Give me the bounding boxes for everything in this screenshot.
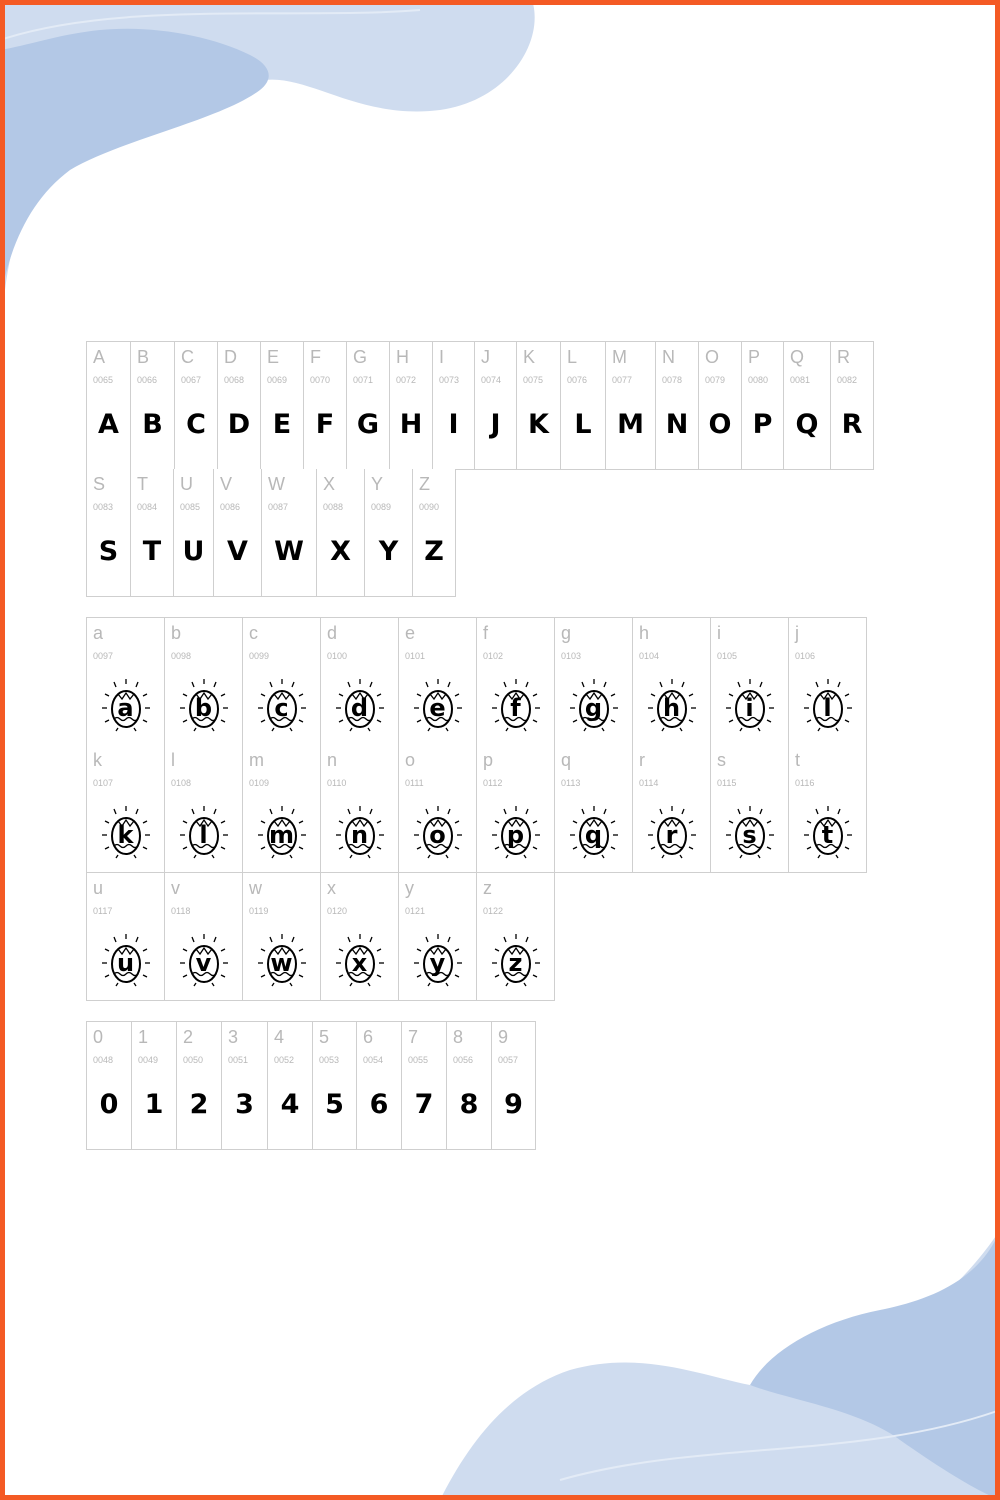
- glyph-label: N: [662, 347, 675, 367]
- glyph-label: t: [795, 750, 801, 770]
- glyph-label: X: [323, 474, 336, 494]
- glyph-label: 7: [408, 1027, 419, 1047]
- glyph-cell-q: [555, 745, 633, 873]
- glyph-code: 0057: [498, 1055, 519, 1065]
- glyph-preview: q: [584, 821, 603, 849]
- glyph-code: 0071: [353, 375, 374, 385]
- egg-glyph: [569, 805, 619, 861]
- glyph-code: 0107: [93, 778, 114, 788]
- glyph-cell-O: [699, 341, 742, 470]
- glyph-preview: u: [116, 949, 135, 977]
- glyph-code: 0121: [405, 906, 426, 916]
- glyph-code: 0051: [228, 1055, 249, 1065]
- glyph-preview: T: [142, 536, 162, 567]
- lowercase-row-3: [86, 873, 555, 1001]
- glyph-preview: R: [841, 409, 863, 440]
- egg-glyph: [725, 805, 775, 861]
- glyph-label: Q: [790, 347, 805, 367]
- egg-glyph: [647, 805, 697, 861]
- glyph-preview: X: [330, 536, 351, 567]
- glyph-label: W: [268, 474, 285, 494]
- glyph-label: a: [93, 623, 104, 643]
- glyph-preview: k: [117, 821, 134, 849]
- glyph-preview: x: [351, 949, 368, 977]
- glyph-cell-W: [262, 469, 317, 597]
- glyph-cell-5: [313, 1021, 357, 1150]
- glyph-label: Y: [371, 474, 384, 494]
- glyph-code: 0084: [137, 502, 158, 512]
- glyph-cell-w: [243, 873, 321, 1001]
- glyph-preview: v: [195, 949, 212, 977]
- glyph-preview: 8: [459, 1089, 479, 1120]
- glyph-label: 6: [363, 1027, 374, 1047]
- glyph-cell-X: [317, 469, 365, 597]
- egg-glyph: [569, 678, 619, 734]
- glyph-code: 0102: [483, 651, 504, 661]
- glyph-code: 0098: [171, 651, 192, 661]
- glyph-label: S: [93, 474, 106, 494]
- glyph-label: F: [310, 347, 321, 367]
- glyph-preview: Y: [378, 536, 399, 567]
- glyph-preview: E: [272, 409, 292, 440]
- glyph-preview: t: [821, 821, 834, 849]
- glyph-cell-D: [218, 341, 261, 470]
- glyph-code: 0077: [612, 375, 633, 385]
- glyph-cell-s: [711, 745, 789, 873]
- egg-glyph: [491, 933, 541, 989]
- glyph-code: 0069: [267, 375, 288, 385]
- glyph-preview: g: [584, 694, 603, 722]
- egg-glyph: [491, 805, 541, 861]
- glyph-cell-r: [633, 745, 711, 873]
- glyph-code: 0110: [327, 778, 347, 788]
- glyph-preview: l: [823, 694, 832, 722]
- glyph-cell-y: [399, 873, 477, 1001]
- glyph-preview: G: [356, 409, 380, 440]
- glyph-label: 9: [498, 1027, 509, 1047]
- glyph-cell-I: [433, 341, 475, 470]
- glyph-code: 0114: [639, 778, 659, 788]
- glyph-label: d: [327, 623, 338, 643]
- glyph-preview: C: [186, 409, 206, 440]
- glyph-label: u: [93, 878, 104, 898]
- glyph-preview: o: [429, 821, 446, 849]
- egg-glyph: [101, 805, 151, 861]
- glyph-code: 0050: [183, 1055, 204, 1065]
- glyph-cell-9: [492, 1021, 536, 1150]
- uppercase-row-1: [86, 341, 874, 470]
- glyph-preview: p: [506, 821, 525, 849]
- glyph-label: s: [717, 750, 726, 770]
- glyph-cell-P: [742, 341, 784, 470]
- egg-glyph: [335, 805, 385, 861]
- glyph-code: 0105: [717, 651, 738, 661]
- glyph-label: p: [483, 750, 494, 770]
- glyph-preview: 2: [189, 1089, 209, 1120]
- glyph-cell-a: [86, 617, 165, 746]
- glyph-code: 0082: [837, 375, 858, 385]
- glyph-label: U: [180, 474, 193, 494]
- glyph-cell-n: [321, 745, 399, 873]
- glyph-preview: i: [745, 694, 754, 722]
- glyph-preview: O: [708, 409, 732, 440]
- glyph-preview: 6: [369, 1089, 389, 1120]
- glyph-code: 0055: [408, 1055, 429, 1065]
- glyph-preview: d: [350, 694, 369, 722]
- glyph-preview: L: [574, 409, 592, 440]
- glyph-cell-8: [447, 1021, 492, 1150]
- glyph-cell-g: [555, 617, 633, 746]
- glyph-label: V: [220, 474, 233, 494]
- glyph-preview: 1: [144, 1089, 164, 1120]
- glyph-code: 0111: [405, 778, 424, 788]
- glyph-label: 3: [228, 1027, 239, 1047]
- glyph-preview: B: [142, 409, 163, 440]
- glyph-code: 0120: [327, 906, 348, 916]
- glyph-label: 8: [453, 1027, 464, 1047]
- glyph-label: H: [396, 347, 409, 367]
- glyph-label: b: [171, 623, 182, 643]
- glyph-code: 0074: [481, 375, 502, 385]
- glyph-code: 0115: [717, 778, 737, 788]
- egg-glyph: [101, 678, 151, 734]
- egg-glyph: [647, 678, 697, 734]
- glyph-code: 0101: [405, 651, 426, 661]
- egg-glyph: [257, 933, 307, 989]
- glyph-label: L: [567, 347, 578, 367]
- glyph-label: 1: [138, 1027, 149, 1047]
- egg-glyph: [413, 678, 463, 734]
- glyph-code: 0048: [93, 1055, 114, 1065]
- egg-glyph: [335, 933, 385, 989]
- digits-row: [86, 1021, 536, 1150]
- glyph-cell-Q: [784, 341, 831, 470]
- glyph-code: 0109: [249, 778, 270, 788]
- glyph-label: f: [483, 623, 489, 643]
- glyph-preview: 3: [235, 1089, 254, 1120]
- glyph-preview: h: [662, 694, 681, 722]
- glyph-preview: A: [98, 409, 119, 440]
- glyph-preview: H: [399, 409, 423, 440]
- glyph-label: G: [353, 347, 368, 367]
- glyph-code: 0080: [748, 375, 769, 385]
- glyph-code: 0108: [171, 778, 192, 788]
- glyph-code: 0100: [327, 651, 348, 661]
- glyph-preview: 7: [414, 1089, 434, 1120]
- egg-glyph: [491, 678, 541, 734]
- uppercase-row-2: [86, 469, 456, 597]
- glyph-preview: a: [117, 694, 134, 722]
- glyph-label: M: [612, 347, 627, 367]
- glyph-code: 0103: [561, 651, 582, 661]
- glyph-code: 0065: [93, 375, 114, 385]
- glyph-cell-l: [165, 745, 243, 873]
- glyph-code: 0073: [439, 375, 460, 385]
- glyph-label: g: [561, 623, 572, 643]
- lowercase-row-1: [86, 617, 867, 746]
- glyph-code: 0070: [310, 375, 331, 385]
- glyph-preview: U: [182, 536, 205, 567]
- glyph-cell-z: [477, 873, 555, 1001]
- glyph-label: B: [137, 347, 150, 367]
- glyph-label: m: [249, 750, 264, 770]
- glyph-preview: M: [617, 409, 644, 440]
- glyph-preview: S: [98, 536, 119, 567]
- glyph-cell-U: [174, 469, 214, 597]
- glyph-label: J: [481, 347, 490, 367]
- glyph-preview: D: [227, 409, 251, 440]
- glyph-preview: f: [510, 694, 521, 722]
- glyph-label: l: [171, 750, 175, 770]
- egg-glyph: [413, 805, 463, 861]
- glyph-code: 0122: [483, 906, 504, 916]
- glyph-code: 0068: [224, 375, 245, 385]
- glyph-preview: N: [665, 409, 689, 440]
- glyph-cell-Y: [365, 469, 413, 597]
- glyph-code: 0117: [93, 906, 113, 916]
- glyph-label: r: [639, 750, 645, 770]
- glyph-label: O: [705, 347, 720, 367]
- glyph-cell-T: [131, 469, 174, 597]
- glyph-code: 0116: [795, 778, 815, 788]
- glyph-cell-f: [477, 617, 555, 746]
- glyph-code: 0118: [171, 906, 191, 916]
- glyph-code: 0087: [268, 502, 289, 512]
- glyph-label: k: [93, 750, 102, 770]
- glyph-cell-o: [399, 745, 477, 873]
- glyph-cell-j: [789, 617, 867, 746]
- glyph-code: 0090: [419, 502, 440, 512]
- glyph-label: n: [327, 750, 338, 770]
- glyph-cell-N: [656, 341, 699, 470]
- glyph-label: 2: [183, 1027, 194, 1047]
- glyph-code: 0076: [567, 375, 588, 385]
- glyph-preview: w: [270, 949, 293, 977]
- glyph-code: 0113: [561, 778, 581, 788]
- glyph-code: 0075: [523, 375, 544, 385]
- glyph-cell-v: [165, 873, 243, 1001]
- glyph-code: 0081: [790, 375, 811, 385]
- glyph-preview: e: [429, 694, 446, 722]
- glyph-label: 4: [274, 1027, 285, 1047]
- glyph-label: C: [181, 347, 194, 367]
- glyph-code: 0088: [323, 502, 344, 512]
- glyph-label: Z: [419, 474, 430, 494]
- glyph-preview: P: [752, 409, 773, 440]
- glyph-cell-u: [86, 873, 165, 1001]
- glyph-preview: n: [350, 821, 369, 849]
- glyph-cell-0: [86, 1021, 132, 1150]
- glyph-label: j: [795, 623, 799, 643]
- glyph-cell-e: [399, 617, 477, 746]
- glyph-cell-k: [86, 745, 165, 873]
- glyph-cell-M: [606, 341, 656, 470]
- glyph-code: 0112: [483, 778, 503, 788]
- glyph-cell-G: [347, 341, 390, 470]
- glyph-label: y: [405, 878, 414, 898]
- glyph-preview: 9: [504, 1089, 523, 1120]
- glyph-preview: J: [490, 409, 501, 440]
- egg-glyph: [725, 678, 775, 734]
- glyph-cell-H: [390, 341, 433, 470]
- glyph-code: 0089: [371, 502, 392, 512]
- glyph-preview: 4: [280, 1089, 300, 1120]
- glyph-preview: Q: [795, 409, 819, 440]
- glyph-cell-t: [789, 745, 867, 873]
- egg-glyph: [257, 805, 307, 861]
- glyph-cell-B: [131, 341, 175, 470]
- glyph-code: 0104: [639, 651, 660, 661]
- egg-glyph: [803, 678, 853, 734]
- glyph-cell-A: [86, 341, 131, 470]
- glyph-cell-d: [321, 617, 399, 746]
- glyph-code: 0085: [180, 502, 201, 512]
- glyph-preview: b: [194, 694, 213, 722]
- glyph-preview: l: [199, 821, 208, 849]
- glyph-label: h: [639, 623, 650, 643]
- glyph-cell-V: [214, 469, 262, 597]
- glyph-label: o: [405, 750, 416, 770]
- glyph-cell-p: [477, 745, 555, 873]
- glyph-code: 0079: [705, 375, 726, 385]
- glyph-cell-R: [831, 341, 874, 470]
- glyph-label: 0: [93, 1027, 104, 1047]
- glyph-code: 0053: [319, 1055, 340, 1065]
- glyph-label: i: [717, 623, 721, 643]
- glyph-label: 5: [319, 1027, 330, 1047]
- lowercase-row-2: [86, 745, 867, 873]
- egg-glyph: [179, 933, 229, 989]
- glyph-code: 0054: [363, 1055, 384, 1065]
- glyph-preview: z: [508, 949, 523, 977]
- glyph-cell-J: [475, 341, 517, 470]
- glyph-code: 0056: [453, 1055, 474, 1065]
- glyph-cell-2: [177, 1021, 222, 1150]
- glyph-label: w: [249, 878, 262, 898]
- glyph-label: P: [748, 347, 761, 367]
- glyph-preview: F: [315, 409, 335, 440]
- glyph-cell-x: [321, 873, 399, 1001]
- glyph-cell-b: [165, 617, 243, 746]
- glyph-label: A: [93, 347, 106, 367]
- glyph-preview: s: [742, 821, 757, 849]
- glyph-cell-3: [222, 1021, 268, 1150]
- glyph-label: z: [483, 878, 492, 898]
- egg-glyph: [413, 933, 463, 989]
- egg-glyph: [803, 805, 853, 861]
- glyph-code: 0099: [249, 651, 270, 661]
- glyph-cell-1: [132, 1021, 177, 1150]
- glyph-cell-c: [243, 617, 321, 746]
- glyph-label: E: [267, 347, 280, 367]
- egg-glyph: [257, 678, 307, 734]
- glyph-label: v: [171, 878, 180, 898]
- glyph-label: c: [249, 623, 258, 643]
- glyph-code: 0083: [93, 502, 114, 512]
- glyph-label: I: [439, 347, 445, 367]
- glyph-preview: I: [448, 409, 459, 440]
- glyph-label: R: [837, 347, 850, 367]
- glyph-cell-m: [243, 745, 321, 873]
- glyph-code: 0097: [93, 651, 114, 661]
- glyph-preview: 5: [325, 1089, 344, 1120]
- glyph-label: K: [523, 347, 536, 367]
- glyph-preview: W: [274, 536, 304, 567]
- glyph-label: q: [561, 750, 572, 770]
- glyph-preview: K: [528, 409, 549, 440]
- glyph-preview: r: [665, 821, 678, 849]
- glyph-cell-Z: [413, 469, 456, 597]
- glyph-cell-L: [561, 341, 606, 470]
- glyph-cell-h: [633, 617, 711, 746]
- egg-glyph: [179, 678, 229, 734]
- egg-glyph: [101, 933, 151, 989]
- glyph-code: 0086: [220, 502, 241, 512]
- glyph-cell-7: [402, 1021, 447, 1150]
- glyph-cell-K: [517, 341, 561, 470]
- glyph-preview: Z: [424, 536, 444, 567]
- glyph-cell-C: [175, 341, 218, 470]
- glyph-preview: 0: [99, 1089, 119, 1120]
- glyph-preview: V: [227, 536, 248, 567]
- glyph-label: D: [224, 347, 237, 367]
- glyph-label: e: [405, 623, 416, 643]
- glyph-cell-E: [261, 341, 304, 470]
- glyph-cell-4: [268, 1021, 313, 1150]
- glyph-code: 0067: [181, 375, 202, 385]
- glyph-code: 0119: [249, 906, 269, 916]
- glyph-code: 0049: [138, 1055, 159, 1065]
- glyph-code: 0078: [662, 375, 683, 385]
- glyph-preview: m: [268, 821, 294, 849]
- glyph-label: T: [137, 474, 148, 494]
- glyph-preview: c: [274, 694, 289, 722]
- glyph-cell-i: [711, 617, 789, 746]
- glyph-cell-F: [304, 341, 347, 470]
- egg-glyph: [179, 805, 229, 861]
- glyph-cell-S: [86, 469, 131, 597]
- glyph-cell-6: [357, 1021, 402, 1150]
- glyph-code: 0052: [274, 1055, 295, 1065]
- glyph-code: 0066: [137, 375, 158, 385]
- glyph-code: 0106: [795, 651, 816, 661]
- glyph-label: x: [327, 878, 336, 898]
- egg-glyph: [335, 678, 385, 734]
- glyph-code: 0072: [396, 375, 417, 385]
- glyph-preview: y: [429, 949, 446, 977]
